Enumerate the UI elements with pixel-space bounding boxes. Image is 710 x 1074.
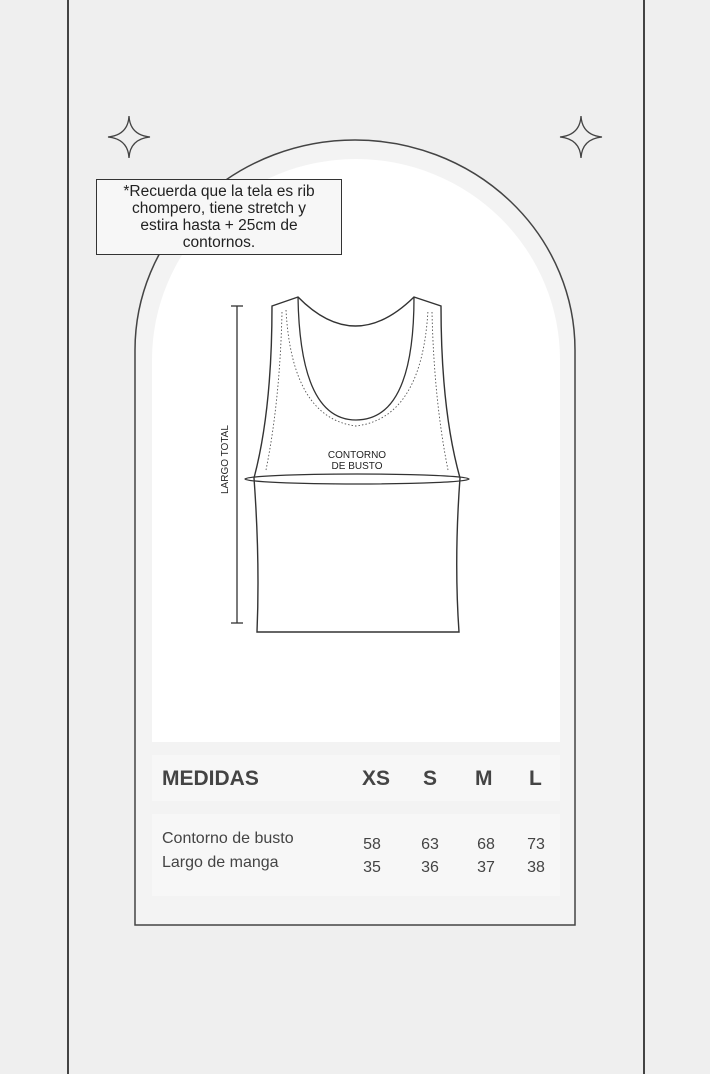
size-header-s: S — [423, 767, 438, 790]
length-label: LARGO TOTAL — [220, 425, 231, 494]
note-line: contornos. — [182, 234, 256, 251]
note-line: chompero, tiene stretch y — [131, 200, 307, 217]
note-line: estira hasta + 25cm de — [140, 217, 298, 234]
size-header-l: L — [529, 767, 542, 790]
table-cell: 63 — [421, 836, 439, 853]
row-label-length: Largo de manga — [162, 854, 279, 871]
bust-label: DE BUSTO — [331, 461, 383, 472]
table-cell: 35 — [363, 859, 381, 876]
size-table-body — [152, 814, 560, 896]
bust-label: CONTORNO — [327, 450, 387, 461]
table-cell: 58 — [363, 836, 381, 853]
table-heading: MEDIDAS — [162, 767, 259, 790]
table-cell: 73 — [527, 836, 545, 853]
table-cell: 37 — [477, 859, 495, 876]
table-cell: 68 — [477, 836, 495, 853]
table-cell: 38 — [527, 859, 545, 876]
table-cell: 36 — [421, 859, 439, 876]
row-label-bust: Contorno de busto — [162, 830, 294, 847]
size-table-header — [152, 755, 560, 801]
size-header-xs: XS — [362, 767, 391, 790]
size-header-m: M — [475, 767, 493, 790]
note-line: *Recuerda que la tela es rib — [123, 183, 315, 200]
